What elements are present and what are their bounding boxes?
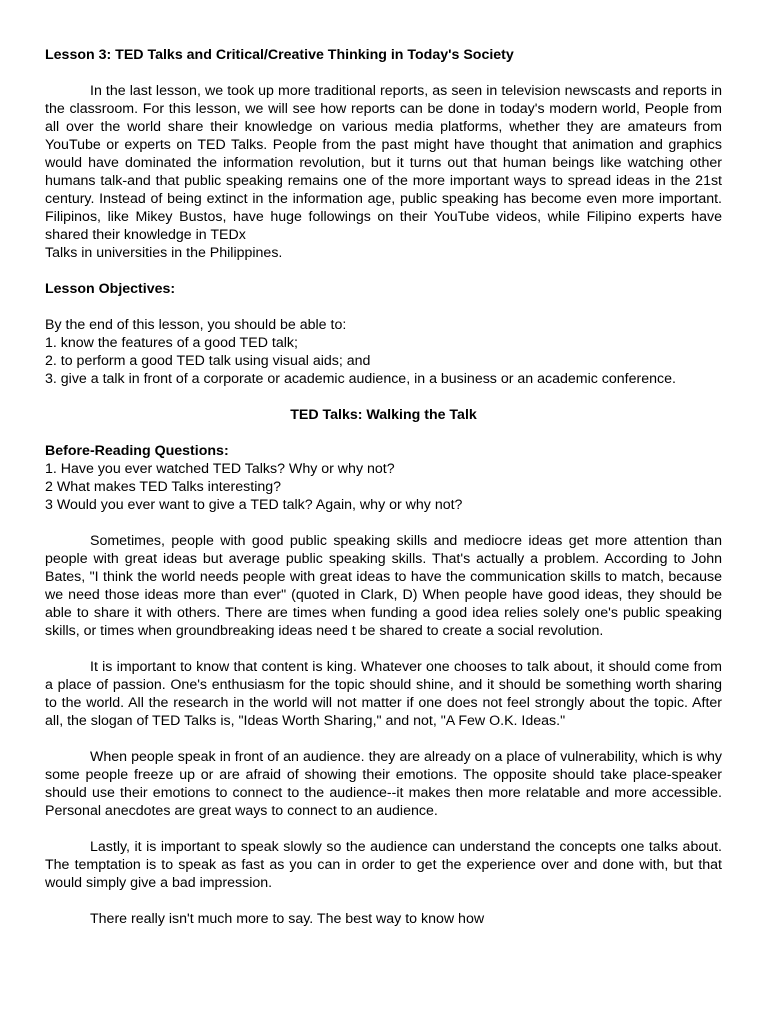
objective-item: 2. to perform a good TED talk using visual aids; and	[45, 353, 371, 369]
question-item: 2 What makes TED Talks interesting?	[45, 479, 282, 495]
lesson-title: Lesson 3: TED Talks and Critical/Creative Thinking in Today's Society	[45, 47, 514, 63]
spacer	[45, 820, 722, 838]
document-page	[45, 46, 722, 928]
objective-item: 1. know the features of a good TED talk;	[45, 335, 298, 351]
spacer	[45, 298, 722, 316]
spacer	[45, 424, 722, 442]
intro-last-line: Talks in universities in the Philippines.	[45, 245, 283, 261]
objectives-lead: By the end of this lesson, you should be able to:	[45, 317, 347, 333]
body-paragraph-5: There really isn't much more to say. The best way to know how	[90, 911, 485, 927]
spacer	[45, 262, 722, 280]
spacer	[45, 514, 722, 532]
spacer	[45, 730, 722, 748]
body-paragraph-4: Lastly, it is important to speak slowly so the audience can understand the concepts one talks about. The temptation is to speak as fast as you can in order to get the experience over and done with, but that would simply give a bad impression.	[45, 839, 722, 891]
spacer	[45, 892, 722, 910]
spacer	[45, 640, 722, 658]
body-paragraph-3: When people speak in front of an audience. they are already on a place of vulnerability, which is why some people freeze up or are afraid of showing their emotions. The opposite should take place-speaker should use their emotions to connect to the audience--it makes then more relatable and more accessible. Personal anecdotes are great ways to connect to an audience.	[45, 749, 722, 819]
question-item: 3 Would you ever want to give a TED talk? Again, why or why not?	[45, 497, 463, 513]
section-title: TED Talks: Walking the Talk	[290, 407, 477, 423]
objectives-heading: Lesson Objectives:	[45, 281, 176, 297]
intro-paragraph: In the last lesson, we took up more traditional reports, as seen in television newscasts and reports in the classroom. For this lesson, we will see how reports can be done in today's modern world, People from all over the world share their knowledge on various media platforms, whether they are amateurs from YouTube or experts on TED Talks. People from the past might have thought that animation and graphics would have dominated the information revolution, but it turns out that human beings like watching other humans talk-and that public speaking remains one of the more important ways to spread ideas in the 21st century. Instead of being extinct in the information age, public speaking has become even more important. Filipinos, like Mikey Bustos, have huge followings on their YouTube videos, while Filipino experts have shared their knowledge in TEDx	[45, 83, 722, 243]
spacer	[45, 388, 722, 406]
spacer	[45, 64, 722, 82]
body-paragraph-2: It is important to know that content is king. Whatever one chooses to talk about, it should come from a place of passion. One's enthusiasm for the topic should shine, and it should be something worth sharing to the world. All the research in the world will not matter if one does not feel strongly about the topic. After all, the slogan of TED Talks is, "Ideas Worth Sharing," and not, "A Few O.K. Ideas."	[45, 659, 722, 729]
objective-item: 3. give a talk in front of a corporate or academic audience, in a business or an academic conference.	[45, 371, 676, 387]
question-item: 1. Have you ever watched TED Talks? Why or why not?	[45, 461, 395, 477]
body-paragraph-1: Sometimes, people with good public speaking skills and mediocre ideas get more attention than people with great ideas but average public speaking skills. That's actually a problem. According to John Bates, "I think the world needs people with great ideas to have the communication skills to match, because we need those ideas more than ever" (quoted in Clark, D) When people have good ideas, they should be able to share it with others. There are times when funding a good idea relies solely one's public speaking skills, or times when groundbreaking ideas need t be shared to create a social revolution.	[45, 533, 722, 639]
before-reading-heading: Before-Reading Questions:	[45, 443, 229, 459]
